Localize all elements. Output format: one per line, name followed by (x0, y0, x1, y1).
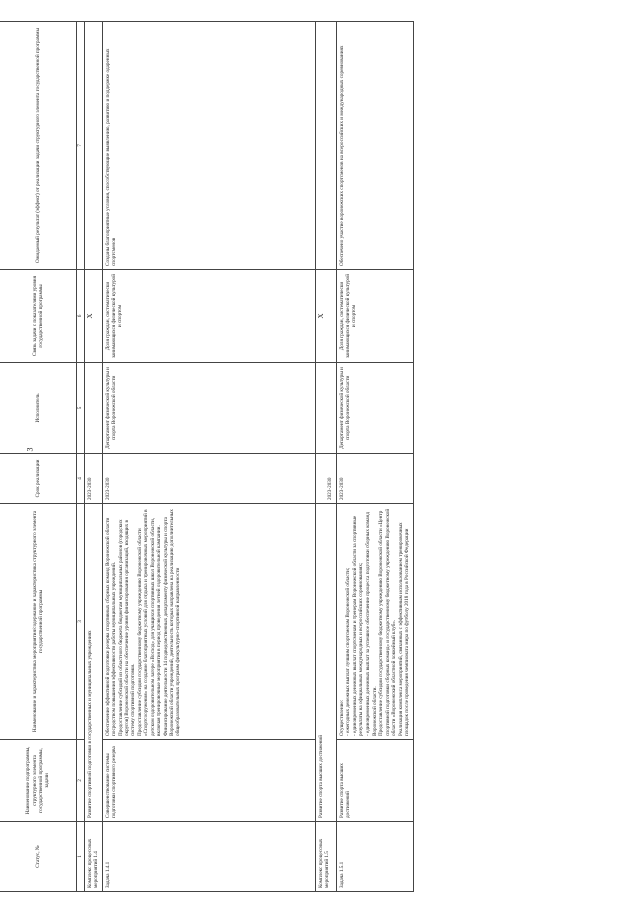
task-description-paragraph: Обеспечение эффективной подготовки резерва спортивных сборных команд Воронежской области посредством повышения эффективности работы муниципальных учреждений. (104, 517, 117, 736)
task-expected-result: Созданы благоприятные условия, способствующие выявлению, развитию и поддержке одаренных спортсменов (102, 22, 315, 270)
header-status: Статус, № (0, 822, 77, 892)
header-executor: Исполнитель (0, 363, 77, 454)
task-executor: Департамент физической культуры и спорта Воронежской области (336, 363, 413, 454)
complex-term: 2023-2030 (85, 454, 103, 504)
task-indicator-link: Доля граждан, систематически занимающихся физической культурой и спортом (102, 270, 315, 363)
task-description-paragraph: Предоставление субсидии государственному бюджетному учреждению Воронежской области «Спортсооружения» на создание благоприятных условий для отдыха и тренировочных мероприятий в детском оздоровительном лагере «Восход» для учащихся спортивных школ Воронежской области, включая тренировочные мероприятия в период проведения летней оздоровительной кампании. (137, 509, 162, 736)
header-indicator-link: Связь задачи с показателями уровня государственной программы (0, 270, 77, 363)
task-description-paragraph: Финансирование деятельности 14 подведомственных департаменту физической культуры и спорта Воронежской области учреждений, деятельность которых направлена на реализацию дополнительных общеобразовательных программ физкультурно-спортивной направленности (162, 509, 182, 736)
rotated-table-page (0, 22, 502, 892)
task-status: Задача 1.4.1 (102, 822, 315, 892)
task-description-paragraph: Предоставление субсидий из областного бюджета бюджетам муниципальных районов (городских округов) Воронежской области на обеспечение уровня финансирования организаций, входящих в систему спортивной подготовки. (117, 519, 137, 736)
complex-executor (315, 363, 336, 454)
column-number: 5 (77, 363, 85, 454)
task-description-paragraph: Реализация комплекса мероприятий, связанных с эффективным использованием тренировочных площадок после проведения чемпионата мира по футболу 2018 года в Российской Федерации (397, 522, 411, 736)
header-name: Наименование подпрограммы, структурного элемента государственной программы, задачи (0, 740, 77, 822)
task-description-paragraph: - единовременных денежных выплат спортсменам и тренерам Воронежской области за спортивные результаты на официальных международных и всероссийских соревнованиях; (352, 515, 365, 736)
header-description: Наименование и характеристика мероприятия/содержание и характеристика структурного элемента государственной программы (0, 504, 77, 740)
program-table (0, 21, 414, 892)
header-row (0, 22, 77, 892)
task-status: Задача 1.5.1 (336, 822, 413, 892)
task-description-paragraph: Осуществление: (338, 699, 345, 736)
task-name: Развитие спорта высших достижений (336, 740, 413, 822)
task-executor: Департамент физической культуры и спорта Воронежской области (102, 363, 315, 454)
complex-executor (85, 363, 103, 454)
complex-row-1-5 (315, 22, 336, 892)
task-expected-result: Обеспечено участие воронежских спортсменов на всероссийских и международных соревнованиях (336, 22, 413, 270)
column-number: 1 (77, 822, 85, 892)
task-description (336, 504, 413, 740)
column-number: 3 (77, 504, 85, 740)
complex-result (85, 22, 103, 270)
header-expected-result: Ожидаемый результат (эффект) от реализации задачи структурного элемента государственной программы (0, 22, 77, 270)
task-description-paragraph: Предоставление субсидии государственному бюджетному учреждению Воронежской области «Центр спортивной подготовки сборных команд» и государственному бюджетному учреждению Воронежской области «Воронежский областной хоккейный клуб». (378, 508, 397, 736)
task-indicator-link: Доля граждан, систематически занимающихся физической культурой и спортом (336, 270, 413, 363)
task-row-1-4-1 (102, 22, 315, 892)
task-description (102, 504, 315, 740)
complex-name: Развитие спорта высших достижений (315, 504, 336, 822)
complex-result (315, 22, 336, 270)
complex-status: Комплекс процессных мероприятий 1.5 (315, 822, 336, 892)
task-name: Совершенствование системы подготовки спортивного резерва (102, 740, 315, 822)
task-term: 2023-2030 (102, 454, 315, 504)
task-description-paragraph: - ежегодных денежных выплат лучшим спортсменам Воронежской области; (345, 567, 352, 736)
complex-row-1-4 (85, 22, 103, 892)
task-description-paragraph: - единовременных денежных выплат за успешное обеспечение процесса подготовки сборных команд Воронежской области. (365, 512, 378, 736)
complex-term: 2023-2030 (315, 454, 336, 504)
column-number: 2 (77, 740, 85, 822)
column-number: 4 (77, 454, 85, 504)
page-number: 3 (25, 447, 35, 452)
task-row-1-5-1 (336, 22, 413, 892)
column-number: 6 (77, 270, 85, 363)
complex-status: Комплекс процессных мероприятий 1.4 (85, 822, 103, 892)
task-term: 2023-2030 (336, 454, 413, 504)
complex-cross-mark: Х (85, 270, 103, 363)
column-number-row (77, 22, 85, 892)
header-term: Срок реализации (0, 454, 77, 504)
column-number: 7 (77, 22, 85, 270)
complex-cross-mark: Х (315, 270, 336, 363)
complex-name: Развитие спортивной подготовки в государственных и муниципальных учреждениях (85, 504, 103, 822)
